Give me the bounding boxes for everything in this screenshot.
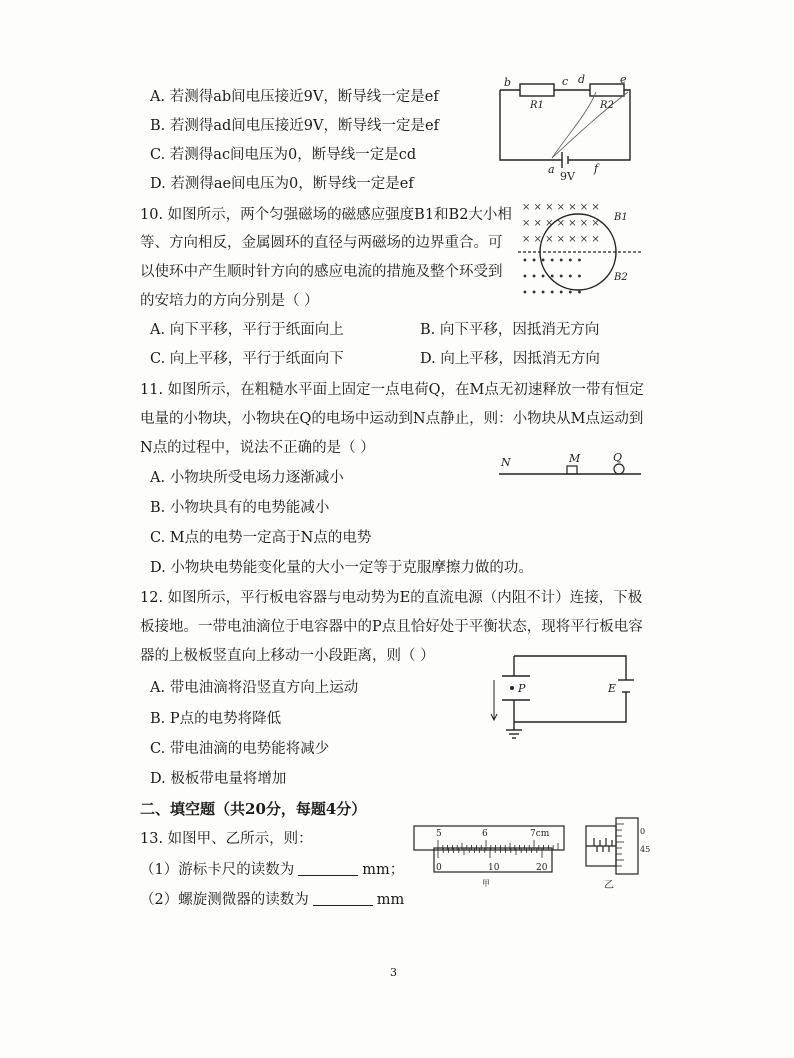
q9-option-a: A. 若测得ab间电压接近9V，断导线一定是ef [150,89,439,105]
q13-answer-blank-2[interactable] [313,891,373,906]
q11-stem-line-1: 11. 如图所示，在粗糙水平面上固定一点电荷Q，在M点无初速释放一带有恒定 [140,382,644,398]
q13-part-1-label: （1）游标卡尺的读数为 [140,862,295,878]
fig-label-r1: R1 [530,100,544,111]
caption-yi: 乙 [604,880,614,891]
q13-part-2-unit: mm [376,892,405,908]
fig-label-d: d [578,73,586,86]
q13-part-1-unit: mm； [362,862,405,878]
vernier-10: 10 [488,863,500,873]
svg-text:× × × × × × ×: × × × × × × × [522,202,600,213]
svg-text:× × × × × × ×: × × × × × × × [522,218,600,229]
q9-option-d: D. 若测得ae间电压为0，断导线一定是ef [150,176,414,192]
fig-label-b: b [504,76,512,89]
fig-label-c: c [562,75,569,88]
q13-part-2-label: （2）螺旋测微器的读数为 [140,892,309,908]
label-p: P [518,682,526,695]
q10-stem-line-3: 以使环中产生顺时针方向的感应电流的措施及整个环受到 [140,264,503,280]
q12-capacitor-figure [488,650,638,745]
fig-label-r2: R2 [600,100,614,111]
vernier-20: 20 [536,863,548,873]
q10-stem-line-1: 10. 如图所示，两个匀强磁场的磁感应强度B1和B2大小相 [140,207,512,223]
fig-label-e: e [620,73,627,86]
label-e: E [608,682,617,695]
svg-text:• • • • • • •: • • • • • • • [522,288,583,299]
q11-stem-line-2: 电量的小物块，小物块在Q的电场中运动到N点静止，则：小物块从M点运动到 [140,411,644,427]
q10-stem-line-2: 等、方向相反，金属圆环的直径与两磁场的边界重合。可 [140,235,503,251]
vernier-0: 0 [436,863,442,873]
q13-answer-blank-1[interactable] [298,861,358,876]
label-b2: B2 [614,272,628,283]
q13-part-2 [140,890,404,910]
q10-option-a: A. 向下平移，平行于纸面向上 [150,322,344,338]
label-q: Q [613,451,623,464]
q9-option-c: C. 若测得ac间电压为0，断导线一定是cd [150,147,417,163]
label-m: M [569,452,581,465]
fig-label-f: f [594,162,599,175]
small-block [567,466,577,474]
main-scale-5: 5 [436,829,442,839]
q12-stem-line-1: 12. 如图所示，平行板电容器与电动势为E的直流电源（内阻不计）连接，下极 [140,590,643,606]
point-charge-q [614,464,624,474]
main-scale-7cm: 7cm [530,829,550,839]
q13-vernier-caliper-figure [408,822,568,890]
q10-option-d: D. 向上平移，因抵消无方向 [420,351,600,367]
q13-stem: 13. 如图甲、乙所示，则： [140,831,313,847]
label-b1: B1 [614,212,628,223]
micrometer-mark-45: 45 [640,845,651,854]
q12-option-b: B. P点的电势将降低 [150,711,282,727]
q9-option-b: B. 若测得ad间电压接近9V，断导线一定是ef [150,118,439,134]
q10-magnetic-field-figure [518,198,643,302]
q10-option-b: B. 向下平移，因抵消无方向 [420,322,600,338]
section-2-title: 二、填空题（共20分，每题4分） [140,800,367,818]
page-number: 3 [390,966,397,979]
fig-label-a: a [548,163,555,176]
q12-stem-line-3: 器的上极板竖直向上移动一小段距离，则（ ） [140,648,435,664]
q12-option-a: A. 带电油滴将沿竖直方向上运动 [150,680,359,696]
q9-circuit-figure [490,72,640,184]
q11-option-b: B. 小物块具有的电势能减小 [150,500,330,516]
resistor-r1 [520,84,554,96]
q11-option-c: C. M点的电势一定高于N点的电势 [150,530,372,546]
main-scale-6: 6 [482,829,488,839]
caption-jia: 甲 [482,879,490,888]
q12-option-c: C. 带电油滴的电势能将减少 [150,741,330,757]
svg-text:• • • • • • •: • • • • • • • [522,256,583,267]
q12-option-d: D. 极板带电量将增加 [150,771,287,787]
fig-label-9v: 9V [560,170,575,183]
q10-stem-line-4: 的安培力的方向分别是（ ） [140,293,319,309]
q11-stem-line-3: N点的过程中，说法不正确的是（ ） [140,440,375,456]
label-n: N [501,456,511,469]
q13-part-1 [140,860,404,880]
micrometer-mark-0: 0 [640,827,646,836]
q12-stem-line-2: 板接地。一带电油滴位于电容器中的P点且恰好处于平衡状态，现将平行板电容 [140,619,643,635]
svg-text:× × × × × × ×: × × × × × × × [522,234,600,245]
q11-option-d: D. 小物块电势能变化量的大小一定等于克服摩擦力做的功。 [150,560,533,576]
q10-option-c: C. 向上平移，平行于纸面向下 [150,351,344,367]
svg-text:• • • • • • •: • • • • • • • [522,272,583,283]
q11-figure [495,448,645,482]
q11-option-a: A. 小物块所受电场力逐渐减小 [150,470,344,486]
q13-micrometer-figure [582,812,652,894]
